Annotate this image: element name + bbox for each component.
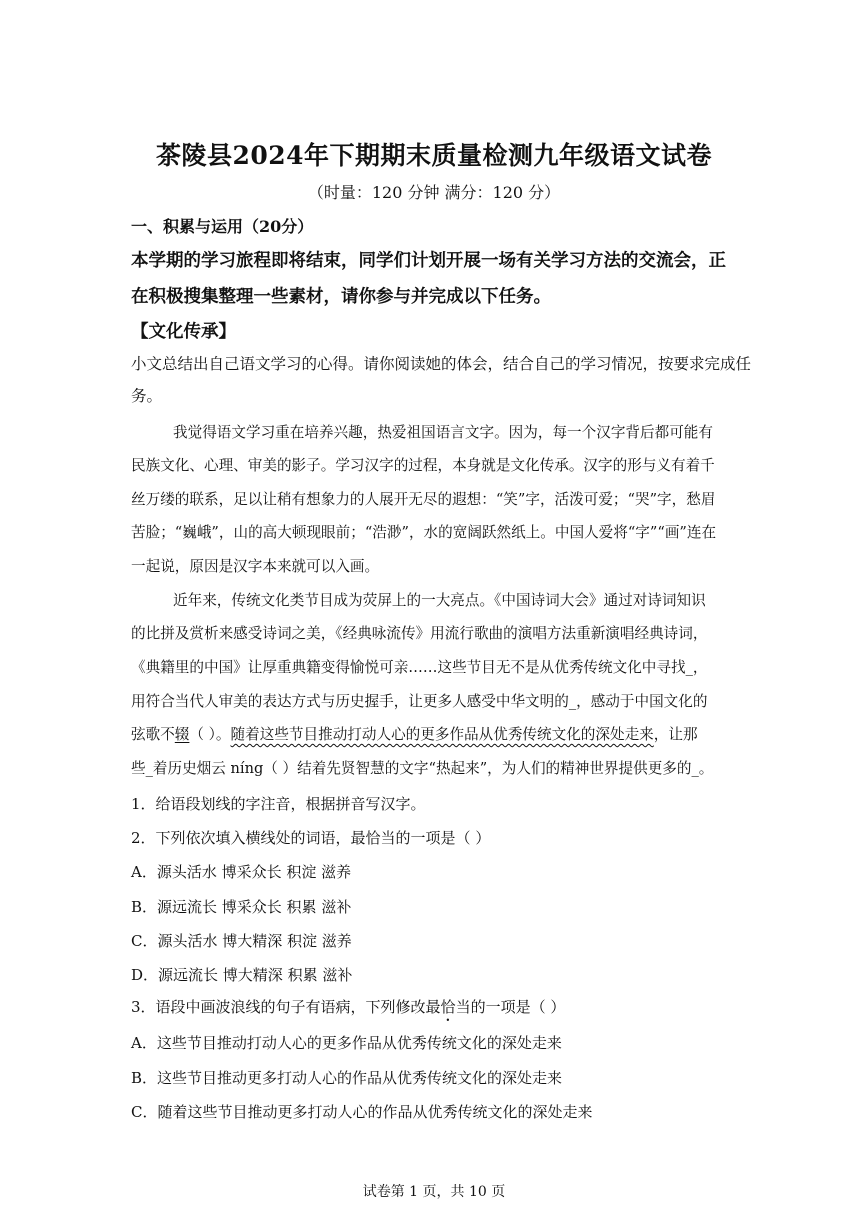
para2-line-4: 用符合当代人审美的表达方式与历史握手，让更多人感受中华文明的_，感动于中国文化的 xyxy=(131,693,708,710)
page-footer: 试卷第 1 页，共 10 页 xyxy=(362,1184,506,1200)
intro-line-2: 在积极搜集整理一些素材，请你参与并完成以下任务。 xyxy=(131,287,551,307)
underlined-char: 辍 xyxy=(174,726,190,743)
para1-line-3: 丝万缕的联系，足以让稍有想象力的人展开无尽的遐想：“笑”字，活泼可爱；“哭”字，愁眉 xyxy=(131,491,716,508)
page-title: 茶陵县2024年下期期末质量检测九年级语文试卷 xyxy=(155,141,713,170)
para2-line-5 xyxy=(131,723,698,744)
para1-line-4: 苦脸；“巍峨”，山的高大顿现眼前；“浩渺”，水的宽阔跃然纸上。中国人爱将“字”“画”连在 xyxy=(131,524,717,541)
question-3-end: 当的一项是（ ） xyxy=(455,998,566,1016)
q3-option-b: B．这些节目推动更多打动人心的作品从优秀传统文化的深处走来 xyxy=(131,1069,563,1087)
q2-option-a: A．源头活水 博采众长 积淀 滋养 xyxy=(131,863,352,881)
emphasized-char: 恰 xyxy=(440,998,456,1016)
para1-line-2: 民族文化、心理、审美的影子。学习汉字的过程，本身就是文化传承。汉字的形与义有着千 xyxy=(131,457,715,474)
para2-line-1: 近年来，传统文化类节目成为荧屏上的一大亮点。《中国诗词大会》通过对诗词知识 xyxy=(173,592,706,609)
para2-line-2: 的比拼及赏析来感受诗词之美，《经典咏流传》用流行歌曲的演唱方法重新演唱经典诗词， xyxy=(131,625,708,642)
q2-option-c: C．源头活水 博大精深 积淀 滋养 xyxy=(131,932,352,950)
para1-line-5: 一起说，原因是汉字本来就可以入画。 xyxy=(131,558,380,575)
intro-line-1: 本学期的学习旅程即将结束，同学们计划开展一场有关学习方法的交流会，正 xyxy=(131,251,726,271)
para2-line-5-start: 弦歌不 xyxy=(131,726,175,743)
para2-line-6: 些_着历史烟云 níng（ ）结着先贤智慧的文字“热起来”，为人们的精神世界提供更多的_。 xyxy=(131,760,714,777)
section-heading: 一、积累与运用（20分） xyxy=(131,217,314,236)
para2-line-5-end: ，让那 xyxy=(653,726,698,743)
pinyin-blank: （ ）。 xyxy=(189,726,231,743)
wavy-underlined-sentence: 随着这些节目推动打动人心的更多作品从优秀传统文化的深处走来 xyxy=(230,726,654,743)
q2-option-d: D．源远流长 博大精深 积累 滋补 xyxy=(131,966,353,984)
question-1: 1．给语段划线的字注音，根据拼音写汉字。 xyxy=(131,795,426,813)
q2-option-b: B．源远流长 博采众长 积累 滋补 xyxy=(131,898,352,916)
culture-heading: 【文化传承】 xyxy=(131,322,236,342)
question-2: 2．下列依次填入横线处的词语，最恰当的一项是（ ） xyxy=(131,829,491,847)
task-line-1: 小文总结出自己语文学习的心得。请你阅读她的体会，结合自己的学习情况，按要求完成任 xyxy=(131,355,752,373)
para2-line-3: 《典籍里的中国》让厚重典籍变得愉悦可亲……这些节目无不是从优秀传统文化中寻找_， xyxy=(131,659,708,676)
task-line-2: 务。 xyxy=(131,387,163,405)
exam-subtitle: （时量：120 分钟 满分：120 分） xyxy=(307,183,561,202)
q3-option-c: C．随着这些节目推动更多打动人心的作品从优秀传统文化的深处走来 xyxy=(131,1103,593,1121)
question-3-start: 3．语段中画波浪线的句子有语病，下列修改最 xyxy=(131,998,441,1016)
para1-line-1: 我觉得语文学习重在培养兴趣，热爱祖国语言文字。因为，每一个汉字背后都可能有 xyxy=(173,424,713,441)
question-3 xyxy=(131,996,565,1025)
q3-option-a: A．这些节目推动打动人心的更多作品从优秀传统文化的深处走来 xyxy=(131,1034,562,1052)
